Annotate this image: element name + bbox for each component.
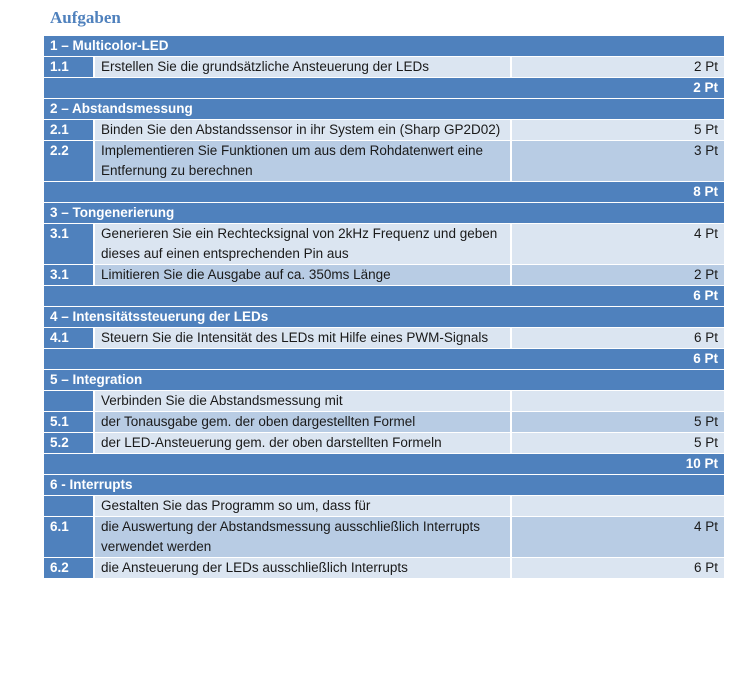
- section-header: 6 - Interrupts: [44, 475, 724, 495]
- section-total-row: [44, 286, 724, 306]
- section-header: 2 – Abstandsmessung: [44, 99, 724, 119]
- task-number: 3.1: [44, 265, 93, 285]
- task-row: [44, 496, 724, 516]
- task-description: Gestalten Sie das Programm so um, dass für: [93, 496, 512, 516]
- section-header-row: [44, 99, 724, 119]
- task-points: 2 Pt: [512, 265, 724, 285]
- task-description: Erstellen Sie die grundsätzliche Ansteuerung der LEDs: [93, 57, 512, 77]
- task-number: [44, 391, 93, 411]
- task-points: 5 Pt: [512, 412, 724, 432]
- section-header-row: [44, 36, 724, 56]
- task-row: [44, 57, 724, 77]
- task-number: 2.1: [44, 120, 93, 140]
- task-description: Steuern Sie die Intensität des LEDs mit Hilfe eines PWM-Signals: [93, 328, 512, 348]
- section-total: 10 Pt: [44, 454, 724, 474]
- task-points: 2 Pt: [512, 57, 724, 77]
- task-description: Generieren Sie ein Rechtecksignal von 2kHz Frequenz und geben dieses auf einen entsprechenden Pin aus: [93, 224, 512, 264]
- task-row: [44, 328, 724, 348]
- task-table-body: [44, 36, 724, 578]
- section-header-row: [44, 307, 724, 327]
- task-table: [44, 35, 724, 579]
- task-number: 6.2: [44, 558, 93, 578]
- task-points: 5 Pt: [512, 433, 724, 453]
- section-total: 6 Pt: [44, 349, 724, 369]
- section-header-row: [44, 370, 724, 390]
- task-row: [44, 433, 724, 453]
- task-points: 4 Pt: [512, 224, 724, 264]
- task-number: 6.1: [44, 517, 93, 557]
- section-total-row: [44, 78, 724, 98]
- task-description: die Auswertung der Abstandsmessung ausschließlich Interrupts verwendet werden: [93, 517, 512, 557]
- section-total-row: [44, 182, 724, 202]
- task-number: 5.2: [44, 433, 93, 453]
- section-header: 5 – Integration: [44, 370, 724, 390]
- task-points: 6 Pt: [512, 328, 724, 348]
- section-total: 6 Pt: [44, 286, 724, 306]
- task-row: [44, 412, 724, 432]
- task-description: der Tonausgabe gem. der oben dargestellten Formel: [93, 412, 512, 432]
- task-row: [44, 120, 724, 140]
- section-total: 2 Pt: [44, 78, 724, 98]
- task-points: [512, 496, 724, 516]
- section-total-row: [44, 349, 724, 369]
- section-header-row: [44, 475, 724, 495]
- task-number: 1.1: [44, 57, 93, 77]
- section-total: 8 Pt: [44, 182, 724, 202]
- task-description: Binden Sie den Abstandssensor in ihr System ein (Sharp GP2D02): [93, 120, 512, 140]
- task-description: Implementieren Sie Funktionen um aus dem Rohdatenwert eine Entfernung zu berechnen: [93, 141, 512, 181]
- task-row: [44, 224, 724, 264]
- task-number: 3.1: [44, 224, 93, 264]
- task-row: [44, 265, 724, 285]
- section-header: 1 – Multicolor-LED: [44, 36, 724, 56]
- section-header-row: [44, 203, 724, 223]
- task-number: 2.2: [44, 141, 93, 181]
- section-header: 3 – Tongenerierung: [44, 203, 724, 223]
- task-points: 3 Pt: [512, 141, 724, 181]
- task-row: [44, 517, 724, 557]
- task-description: die Ansteuerung der LEDs ausschließlich Interrupts: [93, 558, 512, 578]
- section-header: 4 – Intensitätssteuerung der LEDs: [44, 307, 724, 327]
- task-points: [512, 391, 724, 411]
- task-row: [44, 558, 724, 578]
- task-points: 4 Pt: [512, 517, 724, 557]
- task-description: der LED-Ansteuerung gem. der oben darstellten Formeln: [93, 433, 512, 453]
- task-row: [44, 141, 724, 181]
- task-number: 5.1: [44, 412, 93, 432]
- task-number: [44, 496, 93, 516]
- section-total-row: [44, 454, 724, 474]
- page-title: Aufgaben: [50, 8, 121, 27]
- task-points: 5 Pt: [512, 120, 724, 140]
- task-description: Verbinden Sie die Abstandsmessung mit: [93, 391, 512, 411]
- task-row: [44, 391, 724, 411]
- task-description: Limitieren Sie die Ausgabe auf ca. 350ms Länge: [93, 265, 512, 285]
- task-number: 4.1: [44, 328, 93, 348]
- task-points: 6 Pt: [512, 558, 724, 578]
